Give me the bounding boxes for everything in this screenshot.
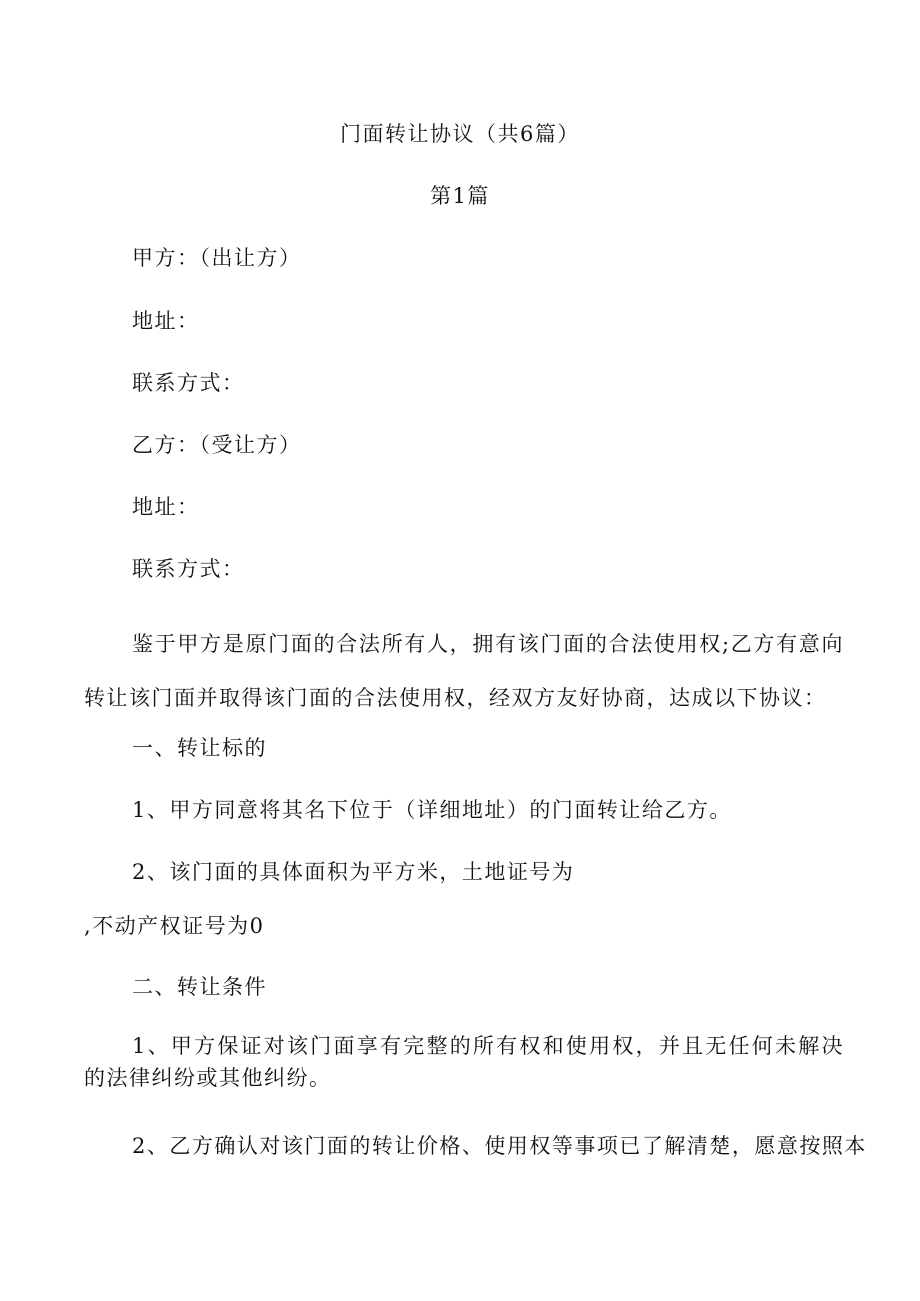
document-title: 门面转让协议（共6篇） [340,122,580,146]
preamble-paragraph: 鉴于甲方是原门面的合法所有人，拥有该门面的合法使用权;乙方有意向转让该门面并取得该门面的合法使用权，经双方友好协商，达成以下协议： [84,632,844,710]
party-b-contact: 联系方式： [132,557,245,581]
section1-heading: 一、转让标的 [132,736,267,760]
part-heading: 第1篇 [430,184,490,208]
party-a-contact: 联系方式： [132,371,245,395]
party-a-label: 甲方：（出让方） [132,246,302,270]
party-b-label: 乙方：（受让方） [132,433,302,457]
section2-item1: 1、甲方保证对该门面享有完整的所有权和使用权，并且无任何未解决的法律纠纷或其他纠纷。 [84,1034,844,1090]
section1-item2: 2、该门面的具体面积为平方米，土地证号为 [132,860,575,884]
section2-item2: 2、乙方确认对该门面的转让价格、使用权等事项已了解清楚，愿意按照本 [132,1134,867,1158]
party-a-address: 地址： [132,309,200,333]
party-b-address: 地址： [132,495,200,519]
section2-heading: 二、转让条件 [132,975,267,999]
section1-item1: 1、甲方同意将其名下位于（详细地址）的门面转让给乙方。 [132,798,732,822]
section1-item2-continued: ,不动产权证号为0 [84,914,265,938]
